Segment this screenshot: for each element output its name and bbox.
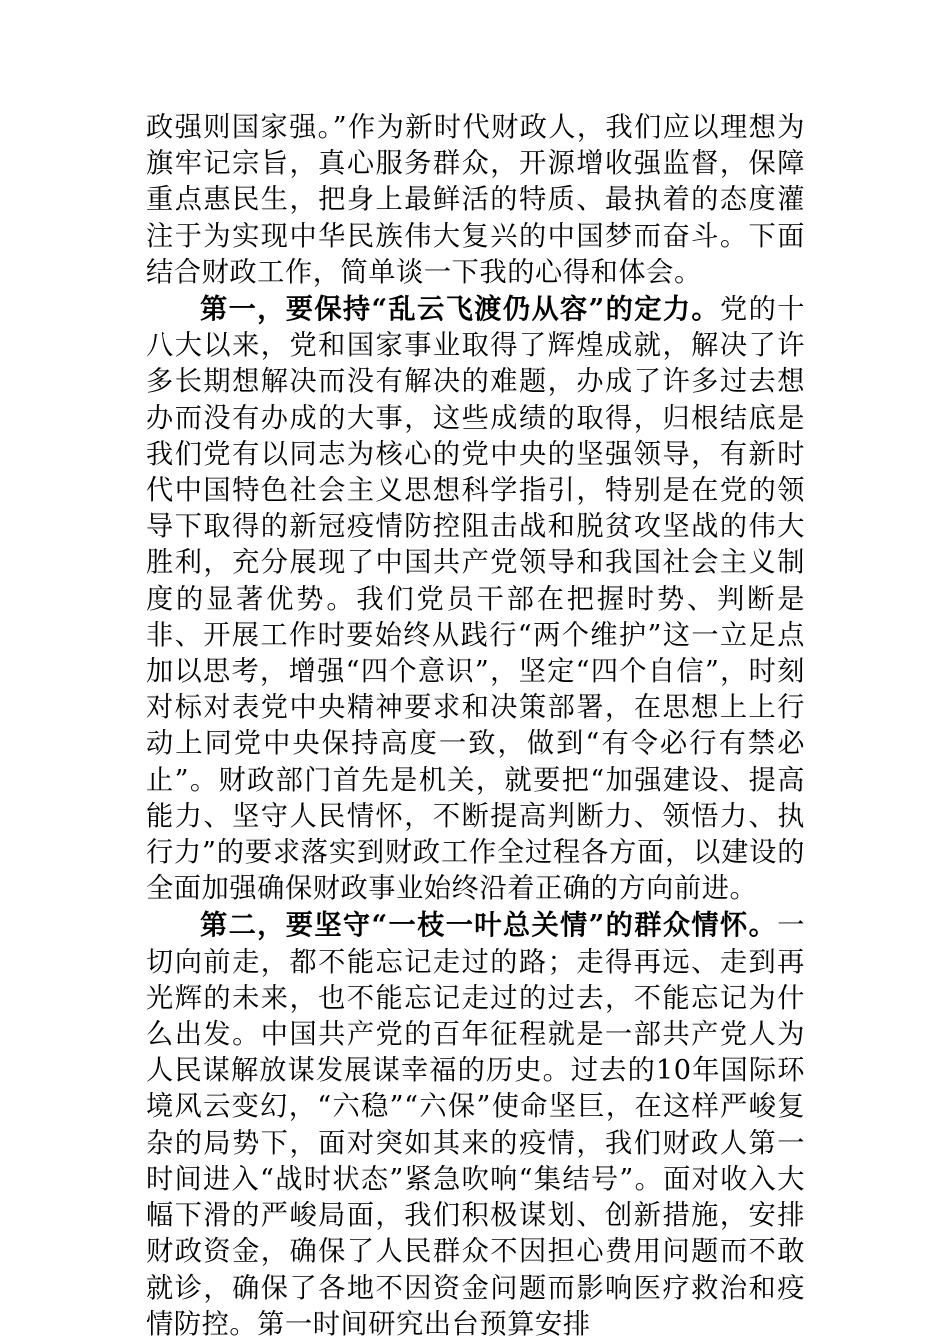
point-one-heading: 第一，要保持“乱云飞渡仍从容”的定力。 <box>200 293 721 326</box>
point-two-text: 一切向前走，都不能忘记走过的路；走得再远、走到再光辉的未来，也不能忘记走过的过去，不能忘记为什么出发。中国共产党的百年征程就是一部共产党人为人民谋解放谋发展谋幸福的历史。过去的10年国际环境风云变幻，“六稳”“六保”使命坚巨，在这样严峻复杂的局势下，面对突如其来的疫情，我们财政人第一时间进入“战时状态”紧急吹响“集结号”。面对收入大幅下滑的严峻局面，我们积极谋划、创新措施，安排财政资金，确保了人民群众不因担心费用问题而不敢就诊，确保了各地不因资金问题而影响医疗救治和疫情防控。第一时间研究出台预算安排 <box>146 910 805 1340</box>
paragraph-point-one <box>146 291 805 907</box>
point-two-heading: 第二，要坚守“一枝一叶总关情”的群众情怀。 <box>200 909 778 942</box>
paragraph-intro <box>146 110 805 291</box>
point-one-text: 党的十八大以来，党和国家事业取得了辉煌成就，解决了许多长期想解决而没有解决的难题，办成了许多过去想办而没有办成的大事，这些成绩的取得，归根结底是我们党有以同志为核心的党中央的坚强领导，有新时代中国特色社会主义思想科学指引，特别是在党的领导下取得的新冠疫情防控阻击战和脱贫攻坚战的伟大胜利，充分展现了中国共产党领导和我国社会主义制度的显著优势。我们党员干部在把握时势、判断是非、开展工作时要始终从践行“两个维护”这一立足点加以思考，增强“四个意识”，坚定“四个自信”，时刻对标对表党中央精神要求和决策部署，在思想上上行动上同党中央保持高度一致，做到“有令必行有禁必止”。财政部门首先是机关，就要把“加强建设、提高能力、坚守人民情怀，不断提高判断力、领悟力、执行力”的要求落实到财政工作全过程各方面，以建设的全面加强确保财政事业始终沿着正确的方向前进。 <box>146 294 805 905</box>
paragraph-point-two <box>146 907 805 1342</box>
paragraph-intro-text: 政强则国家强。”作为新时代财政人，我们应以理想为旗牢记宗旨，真心服务群众，开源增收强监督，保障重点惠民生，把身上最鲜活的特质、最执着的态度灌注于为实现中华民族伟大复兴的中国梦而奋斗。下面结合财政工作，简单谈一下我的心得和体会。 <box>146 112 805 288</box>
document-body <box>146 110 805 1343</box>
